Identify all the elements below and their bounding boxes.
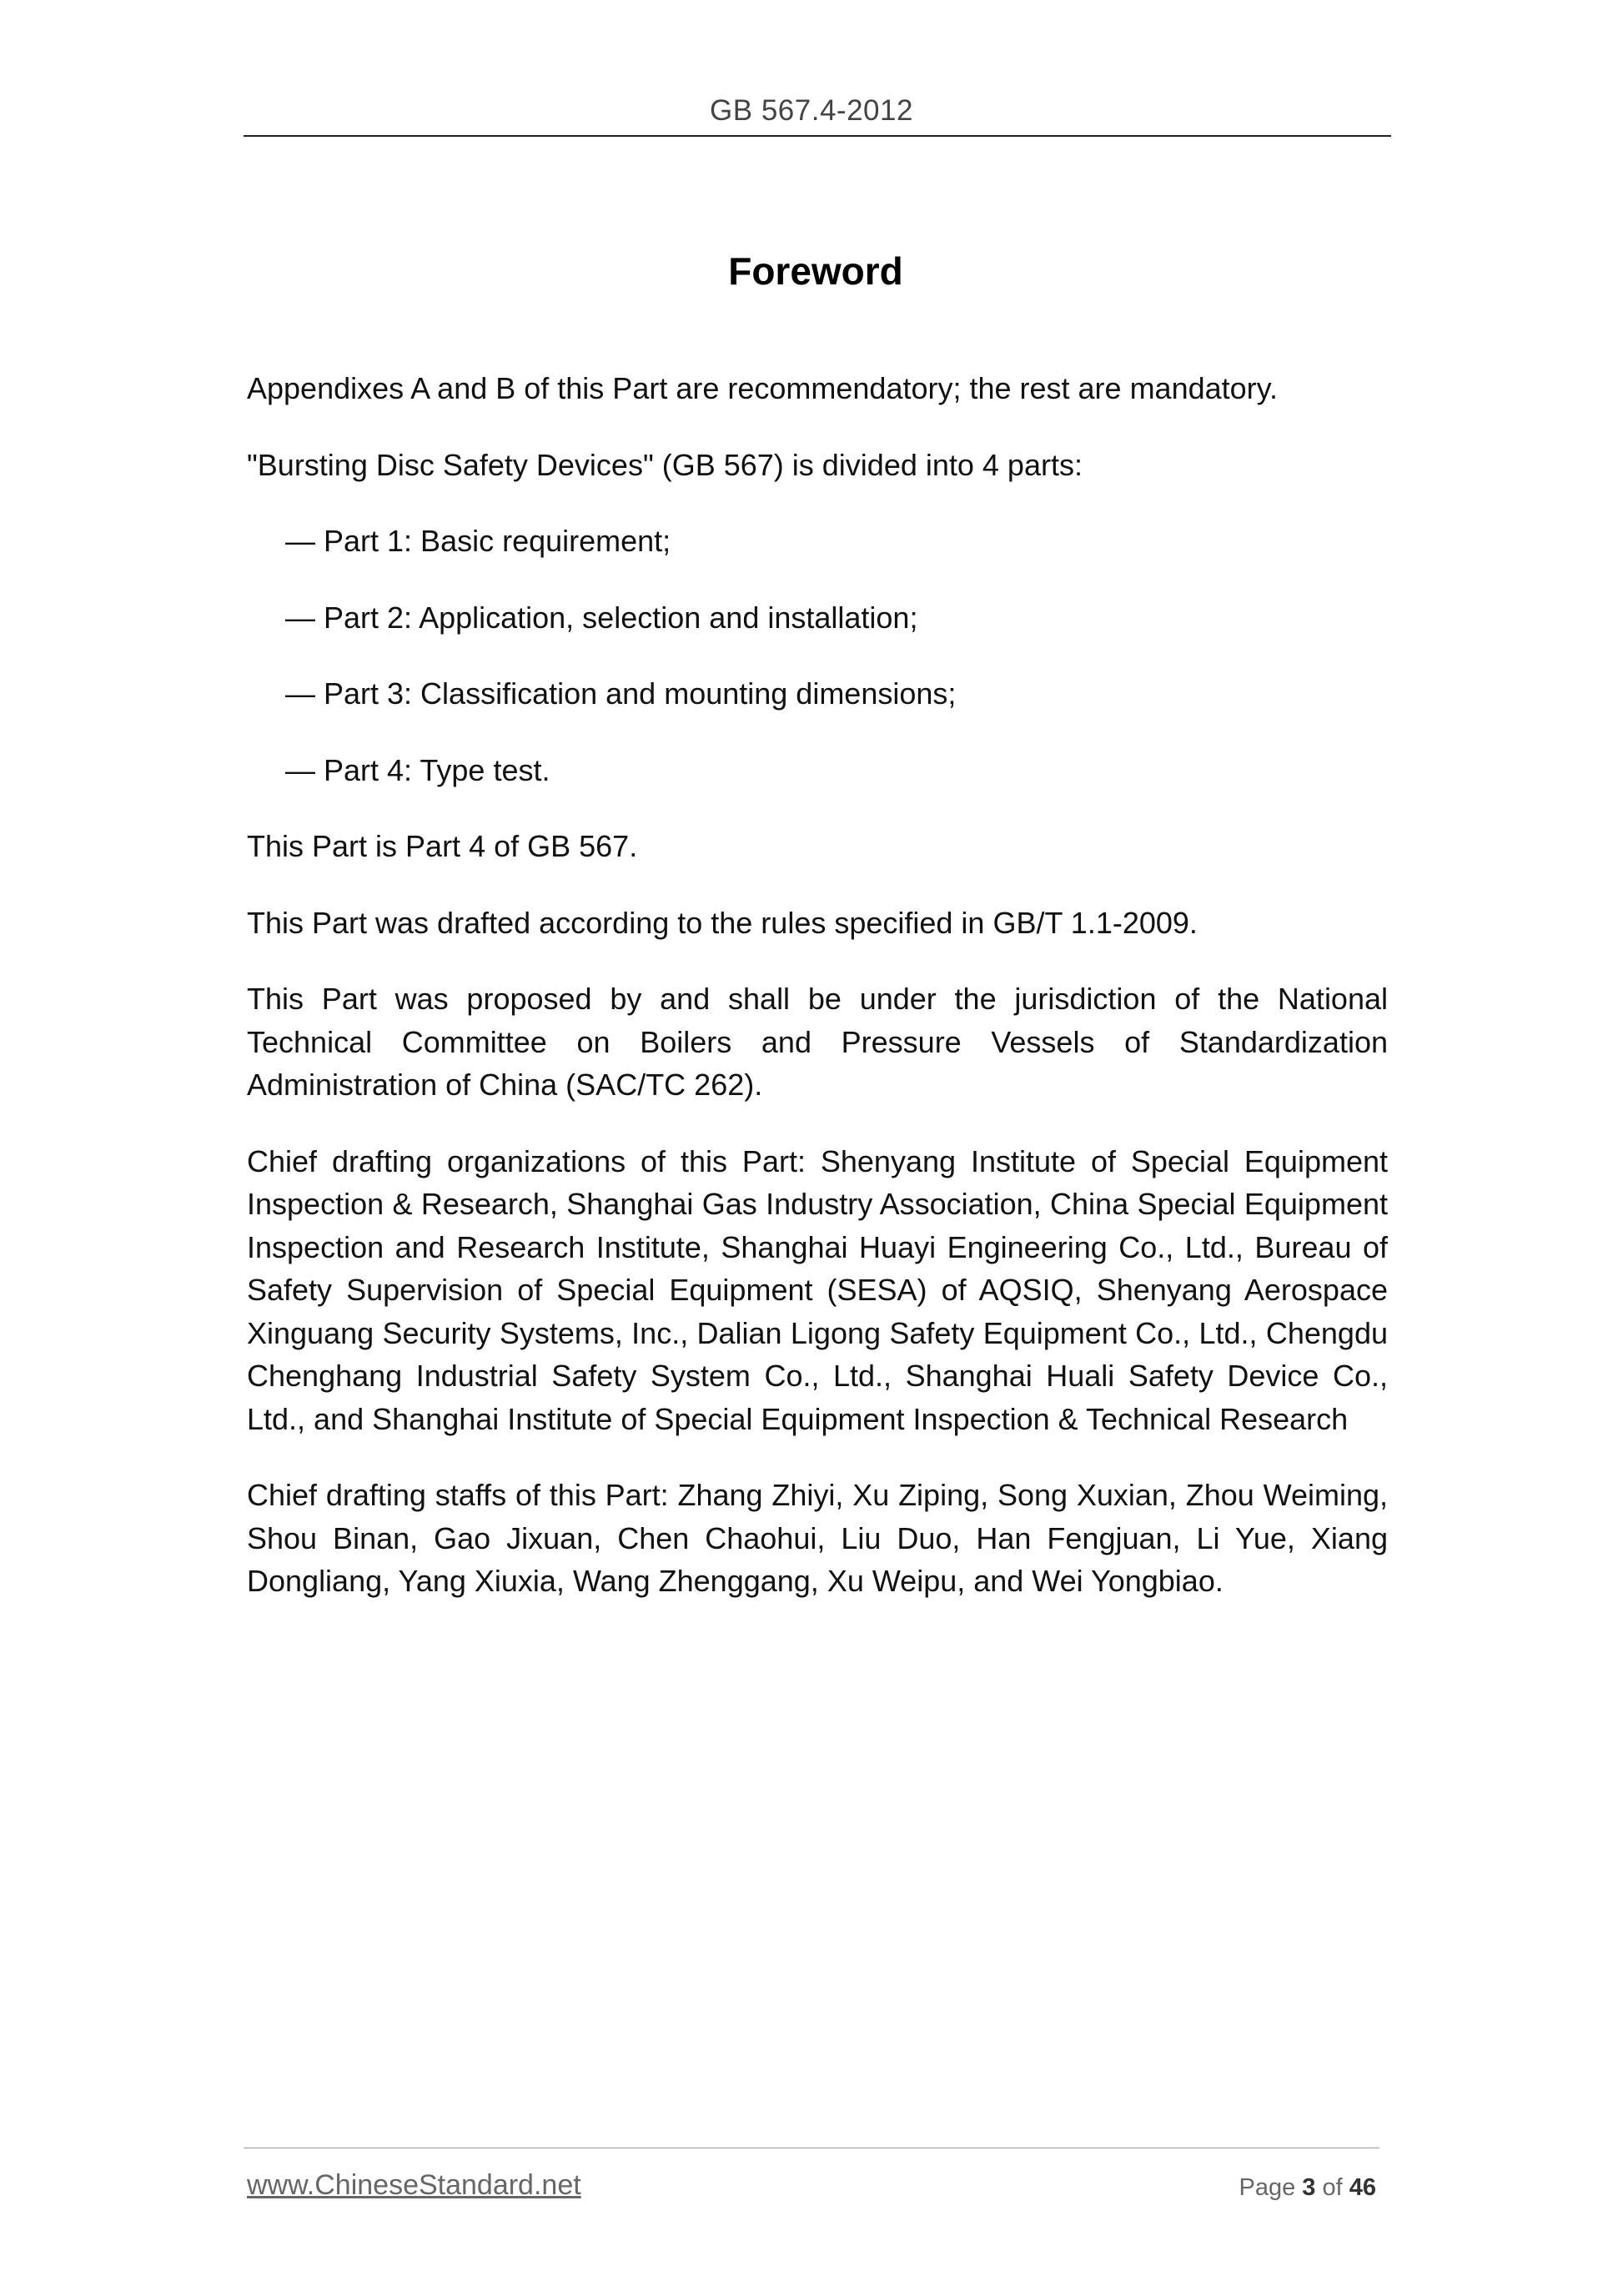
footer-page-number bbox=[1239, 2174, 1376, 2202]
paragraph-this-part: This Part is Part 4 of GB 567. bbox=[247, 829, 638, 863]
paragraph-drafting-organizations: Chief drafting organizations of this Part: Shenyang Institute of Special Equipment Inspection & Research, Shanghai Gas Industry Association, China Special Equipment Inspection and Research Institute, Shanghai Huayi Engineering Co., Ltd., Bureau of Safety Supervision of Special Equipment (SESA) of AQSIQ, Shenyang Aerospace Xinguang Security Systems, Inc., Dalian Ligong Safety Equipment Co., Ltd., Chengdu Chenghang Industrial Safety System Co., Ltd., Shanghai Huali Safety Device Co., Ltd., and Shanghai Institute of Special Equipment Inspection & Technical Research bbox=[247, 1143, 1388, 1436]
page-of-label: of bbox=[1322, 2174, 1343, 2201]
list-item-part-1: — Part 1: Basic requirement; bbox=[285, 524, 671, 558]
header-standard-code: GB 567.4-2012 bbox=[710, 94, 913, 127]
page-label: Page bbox=[1239, 2174, 1296, 2201]
page-title: Foreword bbox=[728, 249, 903, 293]
paragraph-jurisdiction: This Part was proposed by and shall be under the jurisdiction of the National Technical Committee on Boilers and Pressure Vessels of Standardization Administration of China (SAC/TC 262). bbox=[247, 982, 1388, 1102]
paragraph-drafting-rules: This Part was drafted according to the rules specified in GB/T 1.1-2009. bbox=[247, 905, 1198, 940]
document-body bbox=[247, 367, 1388, 1636]
list-item-part-2: — Part 2: Application, selection and installation; bbox=[285, 600, 918, 635]
paragraph-appendixes: Appendixes A and B of this Part are recommendatory; the rest are mandatory. bbox=[247, 371, 1278, 405]
footer-website-link[interactable]: www.ChineseStandard.net bbox=[247, 2169, 581, 2201]
paragraph-drafting-staffs: Chief drafting staffs of this Part: Zhang Zhiyi, Xu Ziping, Song Xuxian, Zhou Weiming, Shou Binan, Gao Jixuan, Chen Chaohui, Liu Duo, Han Fengjuan, Li Yue, Xiang Dongliang, Yang Xiuxia, Wang Zhenggang, Xu Weipu, and Wei Yongbiao. bbox=[247, 1478, 1388, 1598]
page-current: 3 bbox=[1302, 2174, 1316, 2201]
header-divider bbox=[244, 135, 1391, 137]
paragraph-parts-intro: "Bursting Disc Safety Devices" (GB 567) is divided into 4 parts: bbox=[247, 447, 1083, 482]
list-item-part-4: — Part 4: Type test. bbox=[285, 752, 550, 787]
page-total: 46 bbox=[1349, 2174, 1376, 2201]
list-item-part-3: — Part 3: Classification and mounting dimensions; bbox=[285, 676, 957, 711]
